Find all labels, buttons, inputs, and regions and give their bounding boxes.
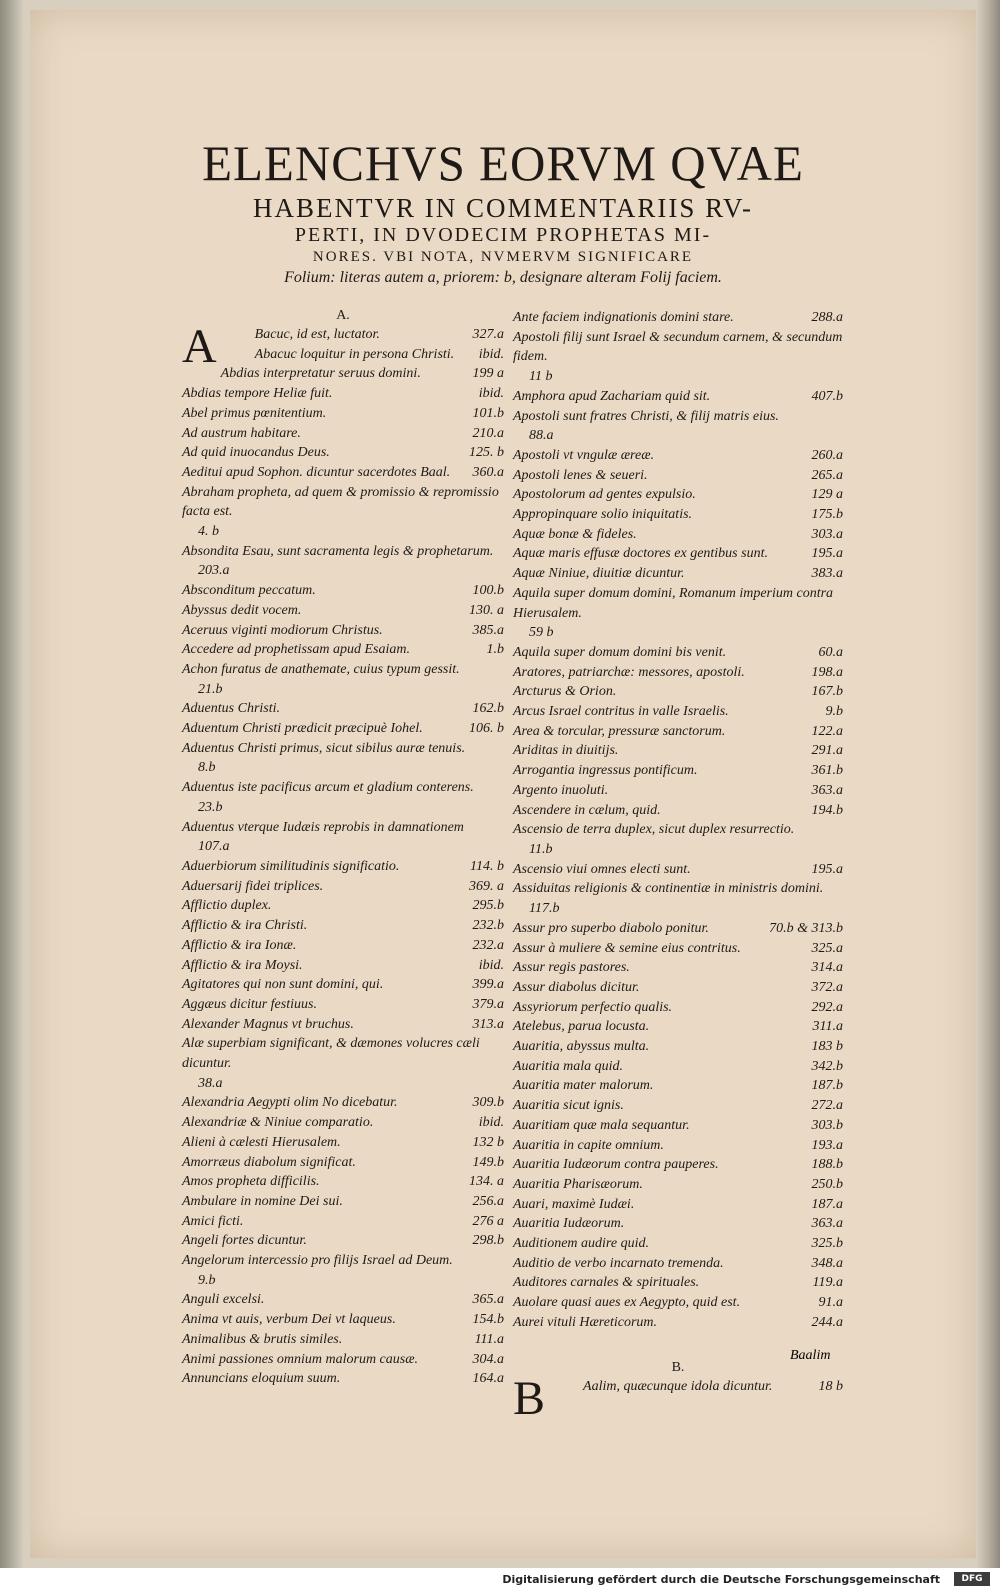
entry-folio-ref: 167.b: [811, 684, 843, 700]
index-entry: [513, 1214, 843, 1234]
entry-text: Afflictio & ira Christi.: [182, 918, 308, 934]
index-entry: [513, 1155, 843, 1175]
left-entries: [182, 320, 504, 1389]
entry-folio-ref: 100.b: [472, 583, 504, 599]
index-entry: [182, 384, 504, 404]
index-entry: [182, 1290, 504, 1310]
entry-folio-ref: 256.a: [472, 1193, 504, 1209]
entry-folio-ref: 154.b: [472, 1312, 504, 1328]
entry-text: Apostoli lenes & seueri.: [513, 467, 648, 483]
entry-text: Arcus Israel contritus in valle Israelis.: [513, 704, 729, 720]
index-entry: [513, 860, 843, 880]
entry-text: Auaritia in capite omnium.: [513, 1137, 664, 1153]
entry-folio-ref: ibid.: [478, 1115, 504, 1131]
entry-text: Abdias tempore Heliæ fuit.: [182, 386, 333, 402]
entry-text: Arrogantia ingressus pontificum.: [513, 763, 698, 779]
entry-text: Apostolorum ad gentes expulsio.: [513, 487, 696, 503]
entry-text: Aquæ Niniue, diuitiæ dicuntur.: [513, 566, 685, 582]
index-entry: [182, 896, 504, 916]
entry-folio-ref: 1.b: [486, 642, 504, 658]
entry-folio-ref: 327.a: [472, 327, 504, 342]
entry-text: Aquila super domum domini bis venit.: [513, 644, 727, 660]
entry-text: Ad quid inuocandus Deus.: [182, 445, 330, 461]
index-entry: [549, 1377, 843, 1397]
index-entry: [513, 485, 843, 505]
dropcap-b: B: [513, 1371, 546, 1425]
entry-folio-ref: 193.a: [811, 1137, 843, 1153]
index-entry: [182, 857, 504, 877]
index-entry: [182, 1133, 504, 1153]
title-line-2: HABENTVR IN COMMENTARIIS RV-: [253, 193, 753, 223]
index-entry: [182, 443, 504, 463]
entry-text: Auditio de verbo incarnato tremenda.: [513, 1255, 724, 1271]
right-entries: [513, 308, 843, 1333]
index-entry: [182, 719, 504, 739]
catchword: Baalim: [790, 1348, 831, 1363]
entry-text: Ascendere in cælum, quid.: [513, 802, 661, 818]
index-entry: [182, 1231, 504, 1251]
index-entry: [221, 364, 504, 384]
entry-folio-ref: 9.b: [198, 1272, 216, 1288]
entry-text: Auaritia, abyssus multa.: [513, 1039, 650, 1055]
index-entry: [513, 781, 843, 801]
entry-text: Aquæ maris effusæ doctores ex gentibus sunt.: [513, 546, 768, 562]
entry-folio-ref: 199 a: [472, 366, 504, 382]
entry-text: Aeditui apud Sophon. dicuntur sacerdotes Baal.: [182, 464, 451, 480]
entry-folio-ref: 18 b: [818, 1378, 843, 1394]
index-entry: [513, 308, 843, 328]
index-entry: [182, 995, 504, 1015]
entry-text: Aquæ bonæ & fideles.: [513, 526, 637, 542]
entry-folio-ref: 107.a: [198, 839, 230, 855]
entry-folio-ref: 21.b: [198, 681, 223, 697]
entry-text: Area & torcular, pressuræ sanctorum.: [513, 723, 726, 739]
entry-folio-ref: 303.b: [811, 1117, 843, 1133]
entry-text: Aalim, quæcunque idola dicuntur.: [583, 1378, 773, 1394]
index-entry: [182, 1172, 504, 1192]
entry-folio-ref: 244.a: [811, 1314, 843, 1330]
index-entry: [182, 581, 504, 601]
entry-folio-ref: 23.b: [198, 799, 223, 815]
entry-folio-ref: 232.a: [472, 937, 504, 953]
entry-folio-ref: 276 a: [472, 1213, 504, 1229]
index-entry: [513, 1116, 843, 1136]
entry-text: Ascensio viui omnes electi sunt.: [513, 861, 691, 877]
index-entry: [513, 407, 843, 446]
entry-text: Afflictio duplex.: [182, 898, 272, 914]
dfg-logo-icon: DFG: [954, 1572, 990, 1586]
entry-folio-ref: 183 b: [811, 1039, 843, 1055]
entry-folio-ref: 250.b: [811, 1176, 843, 1192]
index-entry: [513, 584, 843, 643]
entry-text: Aratores, patriarchæ: messores, apostoli.: [513, 664, 745, 680]
index-entry: [182, 542, 504, 581]
entry-text: Anima vt auis, verbum Dei vt laqueus.: [182, 1312, 396, 1328]
entry-folio-ref: 363.a: [811, 1216, 843, 1232]
index-entry: [513, 978, 843, 998]
entry-folio-ref: 232.b: [472, 918, 504, 934]
entry-text: Aceruus viginti modiorum Christus.: [182, 622, 383, 638]
index-entry: [221, 345, 504, 365]
entry-folio-ref: 379.a: [472, 996, 504, 1012]
index-entry: [513, 663, 843, 683]
entry-text: Aduentus vterque Iudæis reprobis in damnationem: [182, 819, 464, 835]
index-entry: [513, 919, 843, 939]
entry-folio-ref: 11.b: [529, 841, 553, 857]
entry-folio-ref: 8.b: [198, 760, 216, 776]
index-entry: [221, 325, 504, 345]
index-entry: [513, 1293, 843, 1313]
entry-folio-ref: 122.a: [811, 723, 843, 739]
entry-folio-ref: 363.a: [811, 782, 843, 798]
entry-text: Absondita Esau, sunt sacramenta legis & prophetarum.: [182, 543, 494, 559]
entry-text: Ascensio de terra duplex, sicut duplex resurrectio.: [513, 822, 795, 838]
entry-text: Alexandria Aegypti olim No dicebatur.: [182, 1095, 398, 1111]
entry-folio-ref: 162.b: [472, 701, 504, 717]
entry-text: Amorræus diabolum significat.: [182, 1154, 356, 1170]
entry-text: Aduerbiorum similitudinis significatio.: [182, 858, 400, 874]
entry-folio-ref: 298.b: [472, 1233, 504, 1249]
entry-text: Abraham propheta, ad quem & promissio & repromissio facta est.: [182, 484, 499, 520]
index-entry: [182, 483, 504, 542]
entry-folio-ref: 260.a: [811, 447, 843, 463]
entry-text: Aurei vituli Hæreticorum.: [513, 1314, 657, 1330]
index-entry: [182, 916, 504, 936]
index-entry: [182, 877, 504, 897]
index-entry: [513, 1017, 843, 1037]
entry-folio-ref: 313.a: [472, 1016, 504, 1032]
entry-text: Auditores carnales & spirituales.: [513, 1275, 700, 1291]
entry-folio-ref: 188.b: [811, 1157, 843, 1173]
entry-text: Alæ superbiam significant, & dæmones volucres cæli dicuntur.: [182, 1036, 480, 1072]
entry-folio-ref: 361.b: [811, 763, 843, 779]
entry-folio-ref: 119.a: [812, 1275, 843, 1291]
index-entry: [513, 1136, 843, 1156]
section-head-b: B.: [671, 1359, 685, 1375]
entry-folio-ref: 304.a: [472, 1351, 504, 1367]
entry-folio-ref: 125. b: [469, 445, 504, 461]
entry-text: Assiduitas religionis & continentiæ in ministris domini.: [513, 881, 824, 897]
entry-folio-ref: 111.a: [474, 1331, 504, 1347]
title-line-3: PERTI, IN DVODECIM PROPHETAS MI-: [294, 224, 712, 246]
index-entry: [182, 975, 504, 995]
entry-folio-ref: 132 b: [472, 1134, 504, 1150]
index-entry: [182, 1310, 504, 1330]
index-entry: [182, 699, 504, 719]
entry-text: Auaritia Iudæorum.: [513, 1216, 625, 1232]
entry-text: Apostoli filij sunt Israel & secundum carnem, & secundum fidem.: [513, 329, 843, 365]
entry-folio-ref: 311.a: [812, 1019, 843, 1035]
title-block: [30, 135, 976, 289]
index-entry: [513, 722, 843, 742]
title-line-4: NORES. VBI NOTA, NVMERVM SIGNIFICARE: [312, 249, 694, 265]
index-entry: [513, 1195, 843, 1215]
entry-folio-ref: 134. a: [469, 1174, 504, 1190]
index-entry: [182, 463, 504, 483]
index-entry: [182, 1350, 504, 1370]
index-entry: [182, 1093, 504, 1113]
entry-text: Auaritia mala quid.: [513, 1058, 624, 1074]
entry-text: Angelorum intercessio pro filijs Israel ad Deum.: [182, 1253, 453, 1269]
entry-folio-ref: 265.a: [811, 467, 843, 483]
entry-text: Aduentus iste pacificus arcum et gladium conterens.: [182, 780, 474, 796]
index-entry: [182, 1034, 504, 1093]
entry-folio-ref: 325.a: [811, 940, 843, 956]
entry-text: Assur pro superbo diabolo ponitur.: [513, 920, 709, 936]
entry-text: Alieni à cælesti Hierusalem.: [182, 1134, 341, 1150]
index-entry: [182, 1015, 504, 1035]
entry-text: Absconditum peccatum.: [182, 583, 316, 599]
entry-text: Abyssus dedit vocem.: [182, 602, 302, 618]
entry-text: Animalibus & brutis similes.: [182, 1331, 343, 1347]
entry-text: Auolare quasi aues ex Aegypto, quid est.: [513, 1295, 741, 1311]
index-entry: [513, 1175, 843, 1195]
index-entry: [182, 1113, 504, 1133]
index-entry: [513, 564, 843, 584]
b-entries: [513, 1371, 843, 1425]
entry-text: Agitatores qui non sunt domini, qui.: [182, 977, 384, 993]
index-entry: [513, 741, 843, 761]
index-entry: [182, 956, 504, 976]
entry-text: Atelebus, parua locusta.: [513, 1019, 650, 1035]
entry-text: Achon furatus de anathemate, cuius typum gessit.: [182, 661, 460, 677]
index-entry: [182, 1192, 504, 1212]
entry-text: Assur regis pastores.: [513, 960, 630, 976]
index-entry: [513, 939, 843, 959]
entry-text: Amos propheta difficilis.: [182, 1174, 320, 1190]
index-entry: [513, 801, 843, 821]
entry-folio-ref: 9.b: [825, 704, 843, 720]
index-entry: [513, 1057, 843, 1077]
index-entry: [182, 424, 504, 444]
index-entry: [513, 466, 843, 486]
entry-folio-ref: 129 a: [811, 487, 843, 503]
entry-text: Bacuc, id est, luctator.: [254, 327, 380, 342]
index-entry: [513, 958, 843, 978]
entry-text: Ambulare in nomine Dei sui.: [182, 1193, 343, 1209]
entry-folio-ref: 101.b: [472, 405, 504, 421]
entry-folio-ref: ibid.: [478, 957, 504, 973]
entry-folio-ref: 149.b: [472, 1154, 504, 1170]
index-entry: [513, 879, 843, 918]
entry-folio-ref: ibid.: [478, 386, 504, 402]
book-page: [30, 10, 976, 1558]
entry-folio-ref: 187.a: [811, 1196, 843, 1212]
entry-folio-ref: 272.a: [811, 1098, 843, 1114]
index-column-right: [513, 308, 843, 1425]
index-entry: [182, 1369, 504, 1389]
index-entry: [182, 739, 504, 778]
entry-folio-ref: 175.b: [811, 507, 843, 523]
footer-text: Digitalisierung gefördert durch die Deutsche Forschungsgemeinschaft: [502, 1573, 940, 1586]
index-column-left: [182, 307, 504, 1389]
entry-folio-ref: 407.b: [811, 388, 843, 404]
entry-folio-ref: 11 b: [529, 369, 553, 385]
index-entry: [513, 446, 843, 466]
entry-folio-ref: 314.a: [811, 960, 843, 976]
entry-folio-ref: 342.b: [811, 1058, 843, 1074]
entry-text: Auaritia Pharisæorum.: [513, 1176, 643, 1192]
entry-folio-ref: 106. b: [469, 721, 504, 737]
entry-text: Assyriorum perfectio qualis.: [513, 999, 673, 1015]
entry-folio-ref: 399.a: [472, 977, 504, 993]
entry-text: Aduentus Christi.: [182, 701, 281, 717]
entry-text: Aduentus Christi primus, sicut sibilus auræ tenuis.: [182, 740, 466, 756]
entry-text: Auaritia mater malorum.: [513, 1078, 654, 1094]
entry-text: Apostoli vt vngulæ æreæ.: [513, 447, 655, 463]
index-entry: [182, 660, 504, 699]
entry-text: Angeli fortes dicuntur.: [182, 1233, 307, 1249]
entry-text: Apostoli sunt fratres Christi, & filij matris eius.: [513, 408, 779, 424]
index-entry: [182, 778, 504, 817]
entry-text: Alexander Magnus vt bruchus.: [182, 1016, 354, 1032]
entry-text: Auditionem audire quid.: [513, 1236, 649, 1252]
entry-folio-ref: 210.a: [472, 425, 504, 441]
entry-text: Abacuc loquitur in persona Christi.: [254, 346, 455, 362]
index-entry: [513, 1313, 843, 1333]
entry-text: Auari, maximè Iudæi.: [513, 1196, 635, 1212]
entry-folio-ref: 59 b: [529, 625, 554, 641]
index-entry: [513, 505, 843, 525]
title-line-1: ELENCHVS EORVM QVAE: [202, 135, 804, 191]
entry-folio-ref: 38.a: [198, 1075, 223, 1091]
entry-folio-ref: 203.a: [198, 563, 230, 579]
entry-folio-ref: 372.a: [811, 979, 843, 995]
index-entry: [513, 1096, 843, 1116]
entry-folio-ref: 365.a: [472, 1292, 504, 1308]
entry-folio-ref: 195.a: [811, 546, 843, 562]
entry-text: Amphora apud Zachariam quid sit.: [513, 388, 711, 404]
entry-text: Auaritia sicut ignis.: [513, 1098, 624, 1114]
digitization-footer: [0, 1568, 1000, 1591]
entry-folio-ref: 292.a: [811, 999, 843, 1015]
index-entry: [513, 998, 843, 1018]
entry-folio-ref: 130. a: [469, 602, 504, 618]
entry-folio-ref: 91.a: [818, 1295, 843, 1311]
entry-text: Aggæus dicitur festiuus.: [182, 996, 317, 1012]
entry-folio-ref: 195.a: [811, 861, 843, 877]
index-entry: [513, 702, 843, 722]
entry-folio-ref: 117.b: [529, 901, 560, 917]
entry-text: Accedere ad prophetissam apud Esaiam.: [182, 642, 410, 658]
entry-folio-ref: 114. b: [470, 858, 504, 874]
index-entry: [182, 1330, 504, 1350]
entry-folio-ref: 291.a: [811, 743, 843, 759]
entry-folio-ref: 187.b: [811, 1078, 843, 1094]
entry-folio-ref: 295.b: [472, 898, 504, 914]
entry-text: Assur à muliere & semine eius contritus.: [513, 940, 741, 956]
index-entry: [182, 818, 504, 857]
entry-text: Abel primus pœnitentium.: [182, 405, 327, 421]
entry-text: Auaritiam quæ mala sequantur.: [513, 1117, 690, 1133]
entry-text: Anguli excelsi.: [182, 1292, 265, 1308]
entry-folio-ref: 194.b: [811, 802, 843, 818]
entry-text: Alexandriæ & Niniue comparatio.: [182, 1115, 374, 1131]
entry-text: Aduentum Christi prædicit præcipuè Iohel.: [182, 721, 423, 737]
index-entry: [513, 820, 843, 859]
section-head-a: A.: [336, 308, 350, 323]
entry-text: Argento inuoluti.: [513, 782, 609, 798]
index-entry: [513, 1234, 843, 1254]
entry-folio-ref: 325.b: [811, 1236, 843, 1252]
entry-folio-ref: 348.a: [811, 1255, 843, 1271]
index-entry: [513, 761, 843, 781]
entry-folio-ref: 309.b: [472, 1095, 504, 1111]
index-entry: [182, 601, 504, 621]
index-entry: [182, 640, 504, 660]
entry-text: Ante faciem indignationis domini stare.: [513, 310, 734, 325]
index-entry: [513, 1273, 843, 1293]
entry-folio-ref: 198.a: [811, 664, 843, 680]
entry-text: Amici ficti.: [182, 1213, 244, 1229]
entry-text: Animi passiones omnium malorum causæ.: [182, 1351, 419, 1367]
entry-text: Afflictio & ira Moysi.: [182, 957, 303, 973]
entry-text: Annuncians eloquium suum.: [182, 1371, 341, 1387]
entry-folio-ref: 360.a: [472, 464, 504, 480]
entry-folio-ref: 369. a: [469, 878, 504, 894]
title-line-5: Folium: literas autem a, priorem: b, designare alteram Folij faciem.: [284, 269, 722, 286]
entry-text: Ad austrum habitare.: [182, 425, 301, 441]
index-entry: [513, 1076, 843, 1096]
entry-folio-ref: 4. b: [198, 524, 219, 540]
entry-text: Assur diabolus dicitur.: [513, 979, 640, 995]
entry-text: Afflictio & ira Ionæ.: [182, 937, 297, 953]
index-entry: [182, 1153, 504, 1173]
entry-folio-ref: 383.a: [811, 566, 843, 582]
entry-text: Auaritia Iudæorum contra pauperes.: [513, 1157, 719, 1173]
entry-folio-ref: 70.b & 313.b: [769, 920, 843, 936]
index-entry: [182, 404, 504, 424]
entry-folio-ref: 88.a: [529, 428, 554, 444]
index-entry: [513, 1037, 843, 1057]
entry-folio-ref: 303.a: [811, 526, 843, 542]
entry-folio-ref: 385.a: [472, 622, 504, 638]
index-entry: [513, 643, 843, 663]
index-entry: [513, 525, 843, 545]
entry-folio-ref: ibid.: [478, 346, 504, 362]
entry-text: Abdias interpretatur seruus domini.: [220, 366, 421, 382]
index-entry: [513, 387, 843, 407]
entry-folio-ref: 164.a: [472, 1371, 504, 1387]
entry-folio-ref: 288.a: [811, 310, 843, 325]
entry-text: Aduersarij fidei triplices.: [182, 878, 324, 894]
index-entry: [182, 936, 504, 956]
index-entry: [513, 682, 843, 702]
entry-text: Ariditas in diuitijs.: [513, 743, 619, 759]
entry-text: Aquila super domum domini, Romanum imperium contra Hierusalem.: [513, 585, 834, 621]
index-entry: [182, 1251, 504, 1290]
index-entry: [513, 328, 843, 387]
entry-text: Arcturus & Orion.: [513, 684, 617, 700]
entry-folio-ref: 60.a: [818, 644, 843, 660]
index-entry: [182, 1212, 504, 1232]
entry-text: Appropinquare solio iniquitatis.: [513, 507, 693, 523]
dropcap-a: A: [182, 320, 217, 373]
index-entry: [182, 621, 504, 641]
index-entry: [513, 1254, 843, 1274]
index-entry: [513, 544, 843, 564]
